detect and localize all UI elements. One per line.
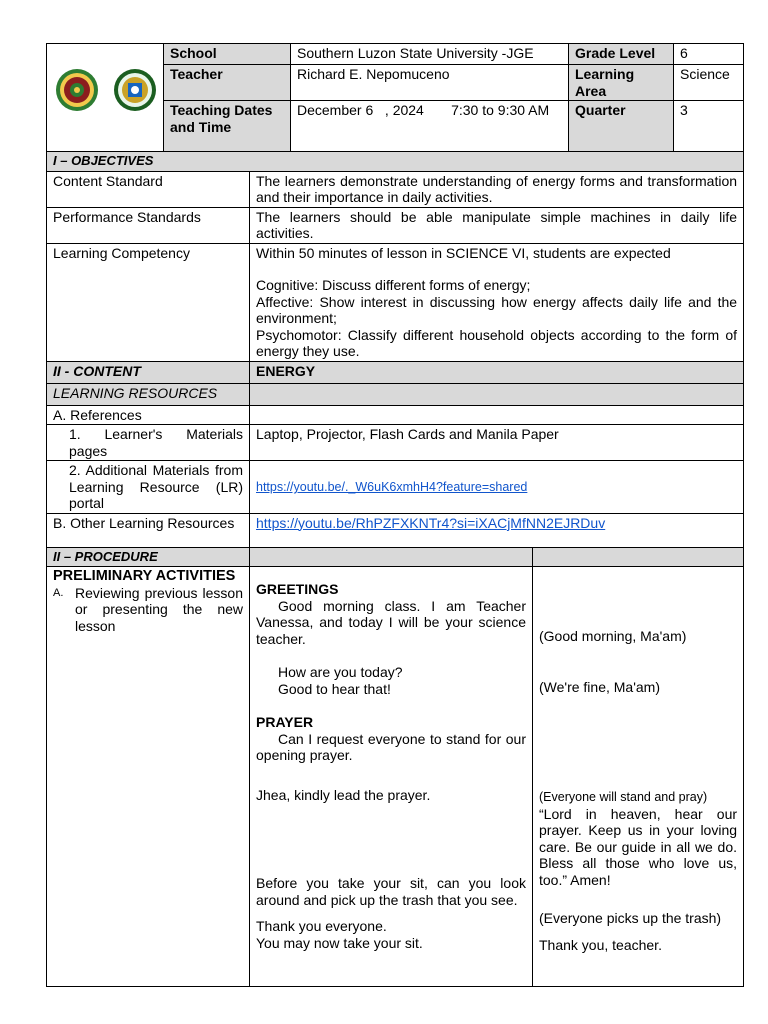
performance-standards-label: Performance Standards (47, 207, 250, 243)
university-seal-icon (55, 68, 99, 112)
references-empty (250, 405, 744, 425)
other-resources-cell (250, 513, 744, 547)
plan-table (46, 152, 744, 987)
competency-psychomotor: Psychomotor: Classify different household objects according to the form of energy they use. (256, 326, 738, 359)
content-standard-value: The learners demonstrate understanding of energy forms and transformation and their importance in daily activities. (250, 171, 744, 207)
trash-line: Before you take your sit, can you look around and pick up the trash that you see. (256, 875, 526, 908)
competency-affective: Affective: Show interest in discussing how energy affects daily life and the environment; (256, 293, 738, 326)
teacher-activity-cell (250, 567, 533, 987)
dates-label: Teaching Dates and Time (164, 101, 291, 152)
school-label: School (164, 44, 291, 65)
area-label: Learning Area (569, 65, 674, 101)
response-good-morning: (Good morning, Ma'am) (539, 628, 687, 644)
grade-value: 6 (674, 44, 744, 65)
teacher-value: Richard E. Nepomuceno (291, 65, 569, 101)
item-a-text: Reviewing previous lesson or presenting the new lesson (75, 584, 243, 634)
dates-value: December 6 , 2024 7:30 to 9:30 AM (291, 101, 569, 152)
content-standard-label: Content Standard (47, 171, 250, 207)
content-heading: II - CONTENT (47, 361, 250, 383)
additional-materials-link[interactable]: https://youtu.be/._W6uK6xmhH4?feature=shared (256, 480, 528, 494)
school-value: Southern Luzon State University -JGE (291, 44, 569, 65)
item-a-marker: A. (53, 586, 64, 599)
teacher-label: Teacher (164, 65, 291, 101)
prayer-request: Can I request everyone to stand for our opening prayer. (256, 730, 526, 763)
procedure-heading: II – PROCEDURE (47, 547, 250, 567)
quarter-value: 3 (674, 101, 744, 152)
good-to-hear: Good to hear that! (278, 680, 391, 697)
resources-heading-empty (250, 383, 744, 405)
jhea-line: Jhea, kindly lead the prayer. (256, 786, 431, 803)
response-prayer: “Lord in heaven, hear our prayer. Keep us in your loving care. Be our guide in all we do. Bless all those who love us, too.” Amen! (539, 805, 738, 888)
procedure-student-empty (533, 547, 744, 567)
learners-materials-value: Laptop, Projector, Flash Cards and Manila Paper (250, 425, 744, 461)
college-seal-icon (113, 68, 157, 112)
lesson-plan-sheet (46, 43, 743, 987)
performance-standards-value: The learners should be able manipulate simple machines in daily life activities. (250, 207, 744, 243)
item-a (53, 585, 243, 635)
procedure-teacher-empty (250, 547, 533, 567)
other-resources-link[interactable]: https://youtu.be/RhPZFXKNTr4?si=iXACjMfNN2EJRDuv (256, 514, 606, 531)
logos-cell (47, 44, 164, 152)
preliminary-title: PRELIMINARY ACTIVITIES (53, 568, 236, 584)
objectives-heading: I – OBJECTIVES (47, 152, 744, 171)
learners-materials-label: 1. Learner's Materials pages (47, 425, 250, 461)
take-sit-line: You may now take your sit. (256, 934, 423, 951)
thank-you-line: Thank you everyone. (256, 918, 387, 934)
area-value: Science (674, 65, 744, 101)
response-trash: (Everyone picks up the trash) (539, 910, 722, 926)
header-table (46, 43, 744, 152)
learning-competency-label: Learning Competency (47, 243, 250, 361)
resources-heading: LEARNING RESOURCES (47, 383, 250, 405)
preliminary-activities-cell (47, 567, 250, 987)
references-label: A. References (47, 405, 250, 425)
grade-label: Grade Level (569, 44, 674, 65)
competency-intro: Within 50 minutes of lesson in SCIENCE VI, students are expected (256, 244, 671, 261)
response-stand: (Everyone will stand and pray) (539, 790, 708, 804)
greetings-title: GREETINGS (256, 581, 339, 597)
additional-materials-cell (250, 461, 744, 514)
additional-materials-label: 2. Additional Materials from Learning Resource (LR) portal (47, 461, 250, 514)
learning-competency-value (250, 243, 744, 361)
greetings-text: Good morning class. I am Teacher Vanessa, and today I will be your science teacher. (256, 597, 526, 647)
how-are-you: How are you today? (278, 664, 403, 680)
other-resources-label: B. Other Learning Resources (47, 513, 250, 547)
content-value: ENERGY (250, 361, 744, 383)
response-thanks: Thank you, teacher. (539, 936, 662, 953)
student-response-cell (533, 567, 744, 987)
quarter-label: Quarter (569, 101, 674, 152)
prayer-title: PRAYER (256, 714, 314, 730)
response-fine: (We're fine, Ma'am) (539, 678, 661, 695)
competency-cognitive: Cognitive: Discuss different forms of energy; (256, 277, 531, 293)
